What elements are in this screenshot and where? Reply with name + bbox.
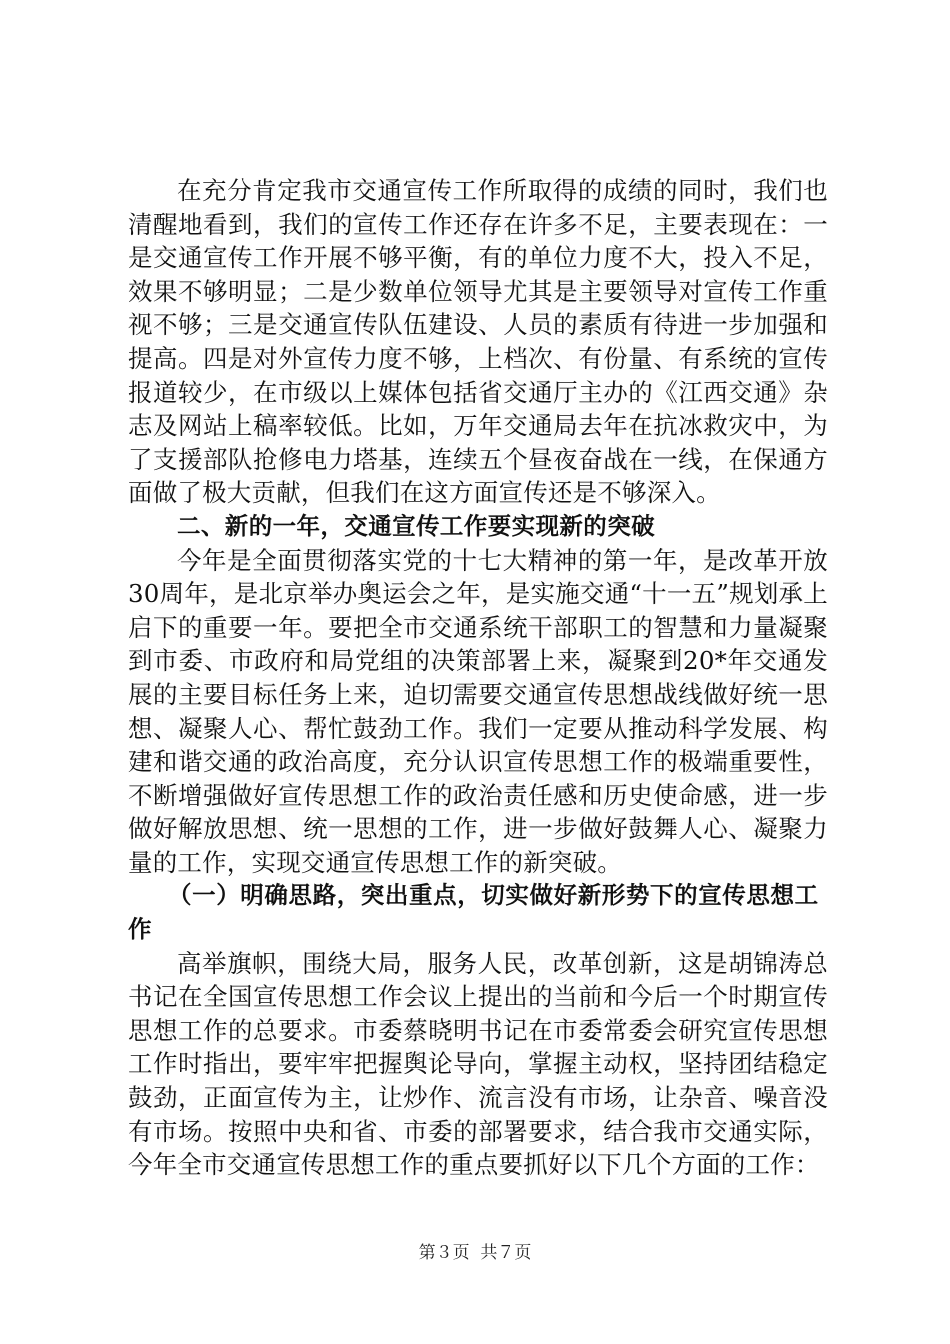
subsection-heading: （一）明确思路，突出重点，切实做好新形势下的宣传思想工作	[128, 881, 819, 944]
document-body	[128, 174, 828, 1182]
body-paragraph: 今年是全面贯彻落实党的十七大精神的第一年，是改革开放30周年，是北京举办奥运会之年，是实施交通“十一五”规划承上启下的重要一年。要把全市交通系统干部职工的智慧和力量凝聚到市委、市政府和局党组的决策部署上来，凝聚到20*年交通发展的主要目标任务上来，迫切需要交通宣传思想战线做好统一思想、凝聚人心、帮忙鼓劲工作。我们一定要从推动科学发展、构建和谐交通的政治高度，充分认识宣传思想工作的极端重要性，不断增强做好宣传思想工作的政治责任感和历史使命感，进一步做好解放思想、统一思想的工作，进一步做好鼓舞人心、凝聚力量的工作，实现交通宣传思想工作的新突破。	[128, 545, 828, 877]
section-heading: 二、新的一年，交通宣传工作要实现新的突破	[177, 511, 655, 540]
page-number: 第３页 共７页	[418, 1243, 532, 1263]
body-paragraph: 在充分肯定我市交通宣传工作所取得的成绩的同时，我们也清醒地看到，我们的宣传工作还存在许多不足，主要表现在：一是交通宣传工作开展不够平衡，有的单位力度不大，投入不足，效果不够明显；二是少数单位领导尤其是主要领导对宣传工作重视不够；三是交通宣传队伍建设、人员的素质有待进一步加强和提高。四是对外宣传力度不够，上档次、有份量、有系统的宣传报道较少，在市级以上媒体包括省交通厅主办的《江西交通》杂志及网站上稿率较低。比如，万年交通局去年在抗冰救灾中，为了支援部队抢修电力塔基，连续五个昼夜奋战在一线，在保通方面做了极大贡献，但我们在这方面宣传还是不够深入。	[128, 176, 828, 508]
body-paragraph: 高举旗帜，围绕大局，服务人民，改革创新，这是胡锦涛总书记在全国宣传思想工作会议上提出的当前和今后一个时期宣传思想工作的总要求。市委蔡晓明书记在市委常委会研究宣传思想工作时指出，要牢牢把握舆论导向，掌握主动权，坚持团结稳定鼓劲，正面宣传为主，让炒作、流言没有市场，让杂音、噪音没有市场。按照中央和省、市委的部署要求，结合我市交通实际，今年全市交通宣传思想工作的重点要抓好以下几个方面的工作：	[128, 948, 828, 1180]
page-footer	[0, 1243, 950, 1263]
